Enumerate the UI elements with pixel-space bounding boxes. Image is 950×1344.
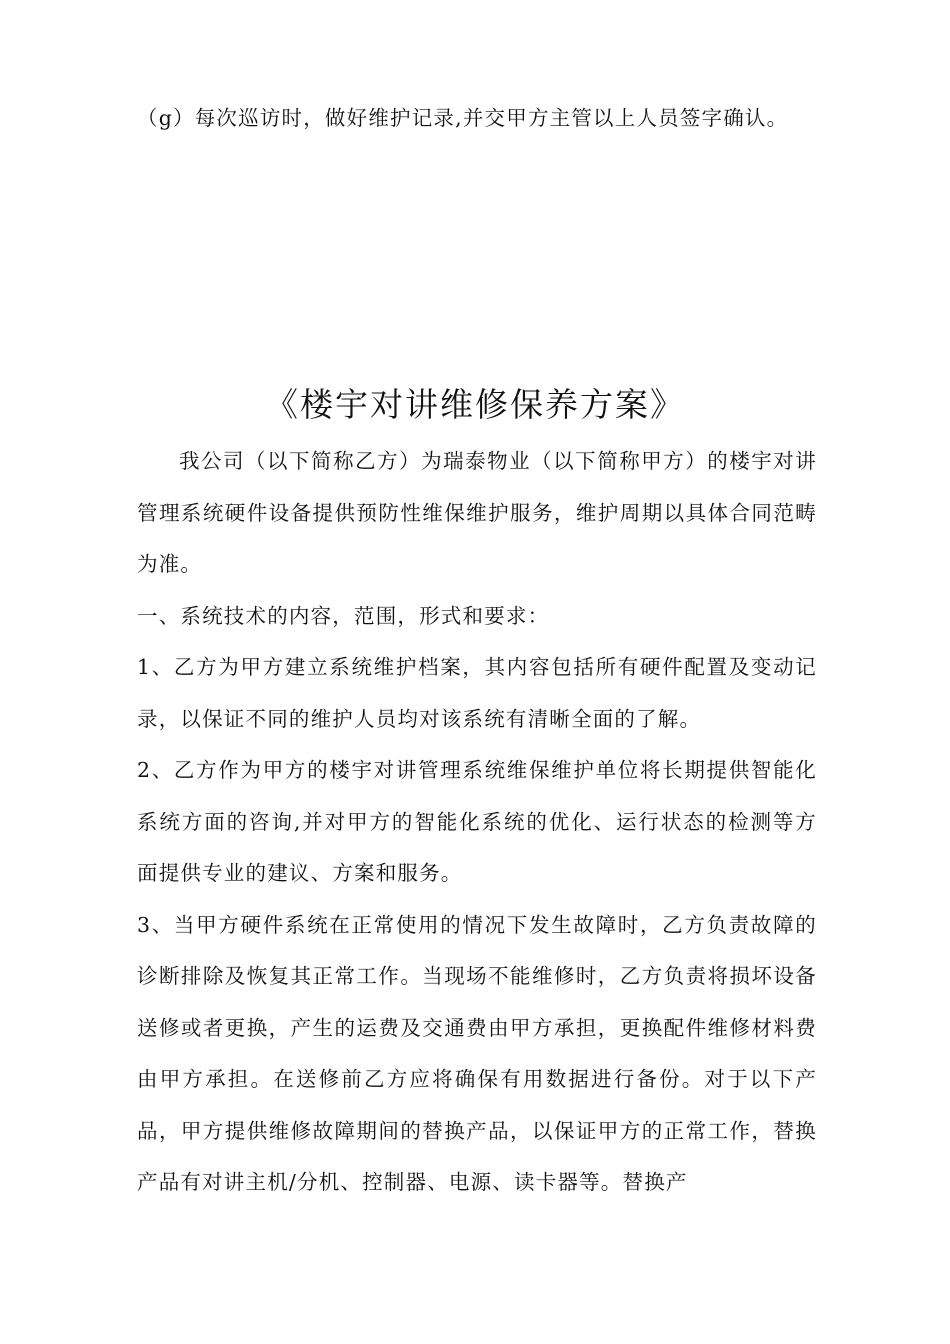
section-heading: 一、系统技术的内容，范围，形式和要求： — [137, 603, 550, 628]
carry-over-line: （g）每次巡访时，做好维护记录,并交甲方主管以上人员签字确认。 — [137, 106, 789, 130]
document-body — [137, 436, 817, 1209]
list-item-3: 3、当甲方硬件系统在正常使用的情况下发生故障时，乙方负责故障的诊断排除及恢复其正常工作。当现场不能维修时，乙方负责将损坏设备送修或者更换，产生的运费及交通费由甲方承担，更换配件维修材料费由甲方承担。在送修前乙方应将确保有用数据进行备份。对于以下产品，甲方提供维修故障期间的替换产品，以保证甲方的正常工作，替换产品有对讲主机/分机、控制器、电源、读卡器等。替换产 — [137, 912, 817, 1194]
list-item-2: 2、乙方作为甲方的楼宇对讲管理系统维保维护单位将长期提供智能化系统方面的咨询,并对甲方的智能化系统的优化、运行状态的检测等方面提供专业的建议、方案和服务。 — [137, 758, 817, 885]
list-item-1: 1、乙方为甲方建立系统维护档案，其内容包括所有硬件配置及变动记录，以保证不同的维护人员均对该系统有清晰全面的了解。 — [137, 655, 817, 731]
document-title: 《楼宇对讲维修保养方案》 — [265, 385, 685, 424]
intro-paragraph: 我公司（以下简称乙方）为瑞泰物业（以下简称甲方）的楼宇对讲管理系统硬件设备提供预防性维保维护服务，维护周期以具体合同范畴为准。 — [137, 449, 817, 576]
